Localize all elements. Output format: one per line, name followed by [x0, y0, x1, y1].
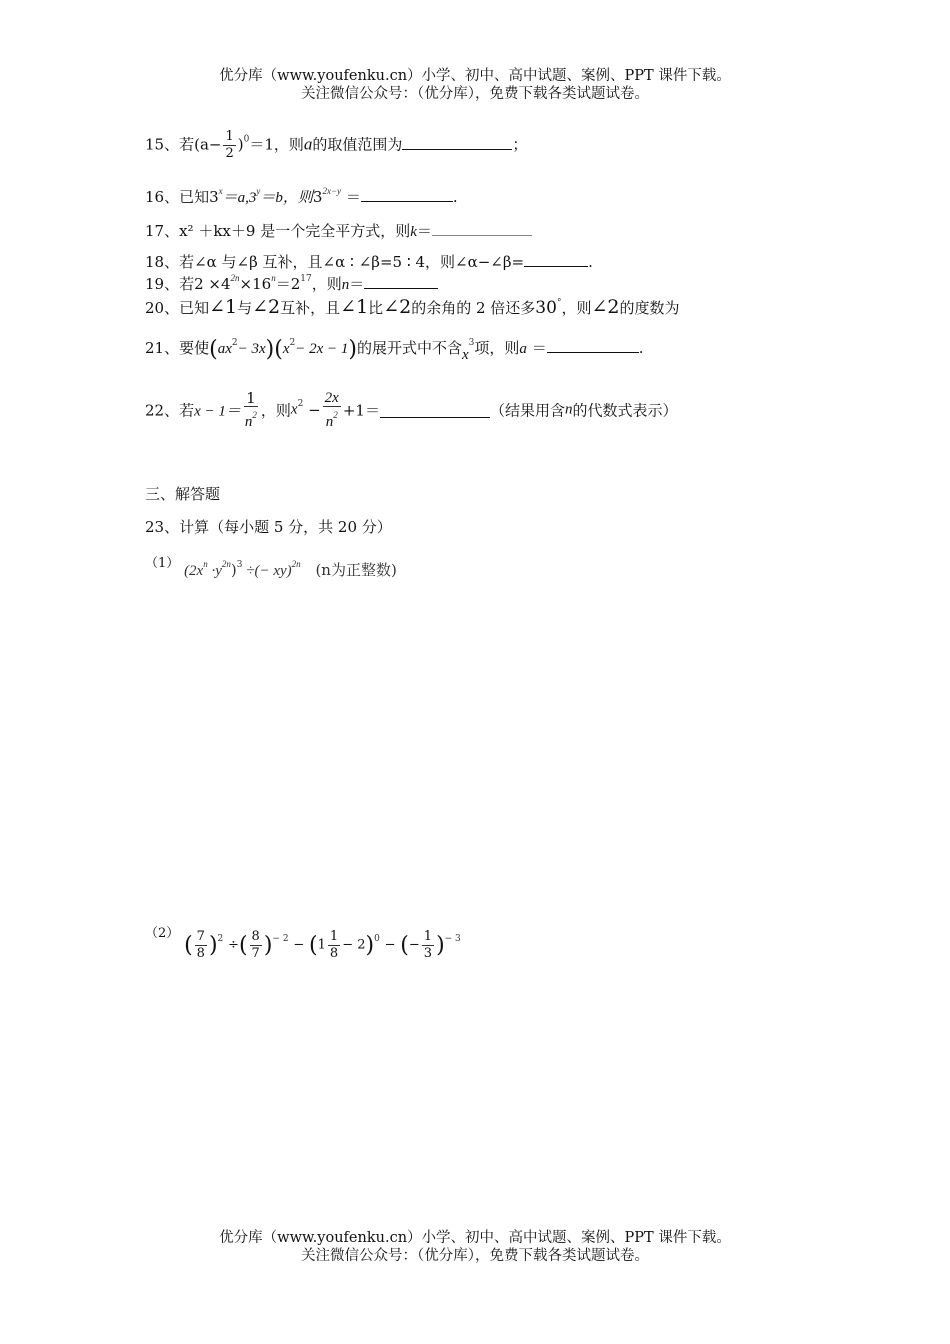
q22-fraction-1	[243, 390, 259, 430]
q15-answer-blank[interactable]	[402, 135, 512, 150]
q19-eq2: ＝	[349, 275, 365, 293]
q22-frac2-num: 2x	[324, 390, 339, 406]
header-line-2: 关注微信公众号：（优分库），免费下载各类试题试卷。	[301, 86, 649, 102]
q20-t6: 的度数为	[619, 299, 680, 317]
q20-angle-2: ∠2	[252, 296, 281, 318]
q23-p2-paren-open-3: (	[309, 933, 318, 958]
q19-expr: 2 ×4	[194, 275, 231, 293]
q21-answer-blank[interactable]	[547, 338, 639, 353]
q23-p1-exp-2n: 2n	[221, 559, 231, 569]
q15-lead: (a−	[194, 135, 222, 154]
q22-mid: ，则	[260, 401, 291, 420]
question-22	[145, 390, 677, 430]
q22-fraction-2	[323, 390, 341, 430]
q20-degree-value: 30	[535, 298, 557, 318]
q23-p2-frac1-num: 7	[196, 928, 205, 944]
q19-mid: ×16	[239, 275, 272, 293]
q22-frac1-den: n	[244, 414, 253, 430]
q23-p2-paren-close-3: )	[365, 933, 375, 958]
q22-note2: 的代数式表示）	[572, 401, 678, 420]
q15-fraction	[223, 129, 235, 162]
q16-exp-y: y	[256, 186, 261, 196]
q23-p2-exp-1: 2	[217, 934, 224, 944]
q16-end: .	[452, 188, 458, 206]
q21-x3-exp: 3	[468, 338, 475, 348]
q21-paren-close-2: )	[348, 337, 357, 362]
q23-p2-minus-2: −	[384, 937, 396, 953]
page-header	[0, 67, 950, 103]
question-23-part-1	[145, 552, 397, 580]
q19-exp-17: 17	[300, 274, 312, 284]
q23-p2-paren-close-4: )	[436, 933, 445, 958]
q19-exp-n: n	[271, 273, 276, 283]
q18-end: .	[588, 253, 593, 271]
q21-exp-1: 2	[231, 338, 238, 348]
q16-number: 16、已知	[145, 188, 210, 206]
q23-p1-mid: ·y	[207, 563, 222, 579]
q23-p2-label: （2）	[145, 926, 180, 941]
q19-answer-blank[interactable]	[364, 274, 438, 289]
q21-paren-close-1: )	[265, 337, 275, 362]
q22-lhs: x − 1＝	[194, 403, 241, 420]
q22-plus: +1＝	[342, 401, 380, 420]
q23-p1-label: （1）	[145, 556, 180, 571]
question-19	[145, 273, 438, 294]
question-20	[145, 296, 679, 318]
q20-angle-1: ∠1	[209, 296, 238, 318]
footer-line-1: 优分库（www.youfenku.cn）小学、初中、高中试题、案例、PPT 课件下载。	[219, 1230, 731, 1246]
q22-note: （结果用含	[489, 401, 565, 420]
q16-mid2: ＝b，则	[260, 190, 313, 206]
q21-term-2x-1: − 2x − 1	[295, 341, 349, 357]
q21-exp-2: 2	[289, 338, 296, 348]
q21-rest: 的展开式中不含	[356, 339, 462, 357]
question-18	[145, 251, 593, 272]
q21-x3: x	[461, 347, 469, 363]
q20-t5: ，则	[561, 299, 592, 317]
q21-term-3x: − 3x	[237, 341, 266, 357]
q15-eq: ＝1，则	[249, 135, 304, 154]
q23-p2-frac2-num: 8	[251, 928, 260, 944]
q16-exp-2x-y: 2x−y	[322, 186, 342, 196]
q23-p2-frac4-num: 1	[423, 928, 433, 944]
q15-end: ；	[512, 135, 528, 154]
q20-angle-2b: ∠2	[383, 296, 412, 318]
q23-p1-expr: (2x	[184, 563, 204, 579]
question-15	[145, 129, 527, 162]
q22-note-var: n	[564, 401, 573, 418]
q19-var: n	[341, 277, 350, 293]
q23-p2-frac3-den: 8	[329, 945, 339, 961]
q23-p2-exp-neg3: − 3	[444, 934, 461, 944]
q23-p2-paren-close-2: )	[263, 933, 273, 958]
q23-p2-minus-2-term: − 2	[342, 937, 366, 953]
question-23-title: 23、计算（每小题 5 分，共 20 分）	[145, 518, 392, 536]
q21-term-ax: ax	[217, 341, 232, 357]
q19-eq: ＝2	[275, 275, 301, 293]
q16-base-3: 3	[209, 188, 219, 206]
q15-tail: )	[237, 135, 244, 154]
q23-p1-note: (n为正整数)	[315, 561, 397, 579]
q20-t1: 与	[237, 299, 253, 317]
q22-minus: −	[308, 401, 321, 419]
question-21	[145, 337, 643, 364]
q20-number: 20、已知	[145, 299, 210, 317]
q22-x-exp: 2	[297, 399, 304, 409]
q21-eq: ＝	[531, 339, 547, 357]
q16-exp-x: x	[218, 186, 223, 196]
q20-angle-1b: ∠1	[340, 296, 369, 318]
question-23-part-2	[145, 922, 461, 962]
q22-frac2-den: n	[325, 414, 334, 430]
q23-p2-frac3-num: 1	[329, 928, 339, 944]
q15-rest: 的取值范围为	[312, 135, 403, 154]
q23-p1-exp-2n-b: 2n	[291, 559, 301, 569]
header-line-1: 优分库（www.youfenku.cn）小学、初中、高中试题、案例、PPT 课件下载。	[219, 68, 731, 84]
q21-end: .	[638, 339, 644, 357]
q23-p2-neg: −	[408, 937, 420, 953]
q18-answer-blank[interactable]	[524, 252, 588, 267]
q17-answer-blank[interactable]	[432, 221, 532, 236]
section-heading: 三、解答题	[145, 485, 221, 503]
q21-term-x: x	[282, 341, 290, 357]
q15-frac-num: 1	[225, 129, 234, 144]
question-17	[145, 220, 532, 241]
q23-p2-minus-1: −	[293, 937, 305, 953]
q15-number: 15、若	[145, 135, 195, 154]
question-16	[145, 186, 458, 207]
q23-p2-frac2-den: 7	[251, 945, 260, 961]
q23-p2-frac1-den: 8	[196, 945, 205, 961]
q23-p2-exp-0: 0	[374, 934, 380, 944]
q23-p2-paren-close-1: )	[208, 933, 218, 958]
q16-mid1: ＝a,3	[222, 190, 257, 206]
q23-p2-frac4-den: 3	[423, 945, 433, 961]
q16-base: 3	[312, 188, 323, 206]
q20-degree-symbol: °	[556, 298, 562, 308]
q21-var: a	[519, 341, 527, 357]
q19-rest: ，则	[311, 275, 342, 293]
q23-p1-exp-3: 3	[236, 560, 243, 570]
q19-number: 19、若	[145, 275, 195, 293]
q17-text: 17、x² ＋kx＋9 是一个完全平方式，则	[145, 222, 411, 240]
page-footer	[0, 1229, 950, 1265]
q15-exponent: 0	[243, 134, 250, 145]
q17-eq: ＝	[416, 222, 432, 240]
q21-rest2: 项，则	[474, 339, 520, 357]
q21-paren-open-1: (	[209, 337, 218, 362]
q22-frac1-num: 1	[246, 389, 256, 407]
q23-p1-exp-n: n	[203, 559, 208, 569]
q22-x: x	[290, 401, 298, 418]
q20-angle-2c: ∠2	[591, 296, 620, 318]
footer-line-2: 关注微信公众号：（优分库），免费下载各类试题试卷。	[301, 1248, 649, 1264]
q23-p2-exp-2: − 2	[272, 934, 289, 944]
q22-number: 22、若	[145, 401, 195, 420]
q21-number: 21、要使	[145, 339, 210, 357]
q23-p2-mixed-whole: 1	[317, 937, 326, 953]
q19-exp-2n: 2n	[230, 273, 240, 283]
q21-paren-open-2: (	[274, 337, 283, 362]
q16-eq: ＝	[345, 188, 361, 206]
q22-answer-blank[interactable]	[380, 403, 490, 418]
q15-frac-den: 2	[225, 146, 234, 161]
q15-var: a	[303, 134, 313, 154]
q23-p2-paren-open-4: (	[400, 933, 409, 958]
q23-p2-div: ÷	[228, 937, 239, 953]
q23-p1-close: )	[230, 561, 237, 579]
q23-p2-paren-open-1: (	[184, 933, 193, 958]
q17-var: k	[410, 224, 417, 240]
q16-answer-blank[interactable]	[361, 187, 453, 202]
q18-text: 18、若∠α 与∠β 互补，且∠α ∶ ∠β=5 ∶ 4，则∠α−∠β=	[145, 253, 525, 271]
q20-t4: 的余角的 2 倍还多	[411, 299, 536, 317]
q20-t3: 比	[368, 299, 384, 317]
q23-p1-div: ÷(− xy)	[242, 563, 292, 579]
q20-t2: 互补，且	[280, 299, 341, 317]
q22-frac1-den-exp: 2	[252, 410, 257, 420]
q22-frac2-den-exp: 2	[333, 410, 338, 420]
q23-p2-paren-open-2: (	[238, 933, 248, 958]
